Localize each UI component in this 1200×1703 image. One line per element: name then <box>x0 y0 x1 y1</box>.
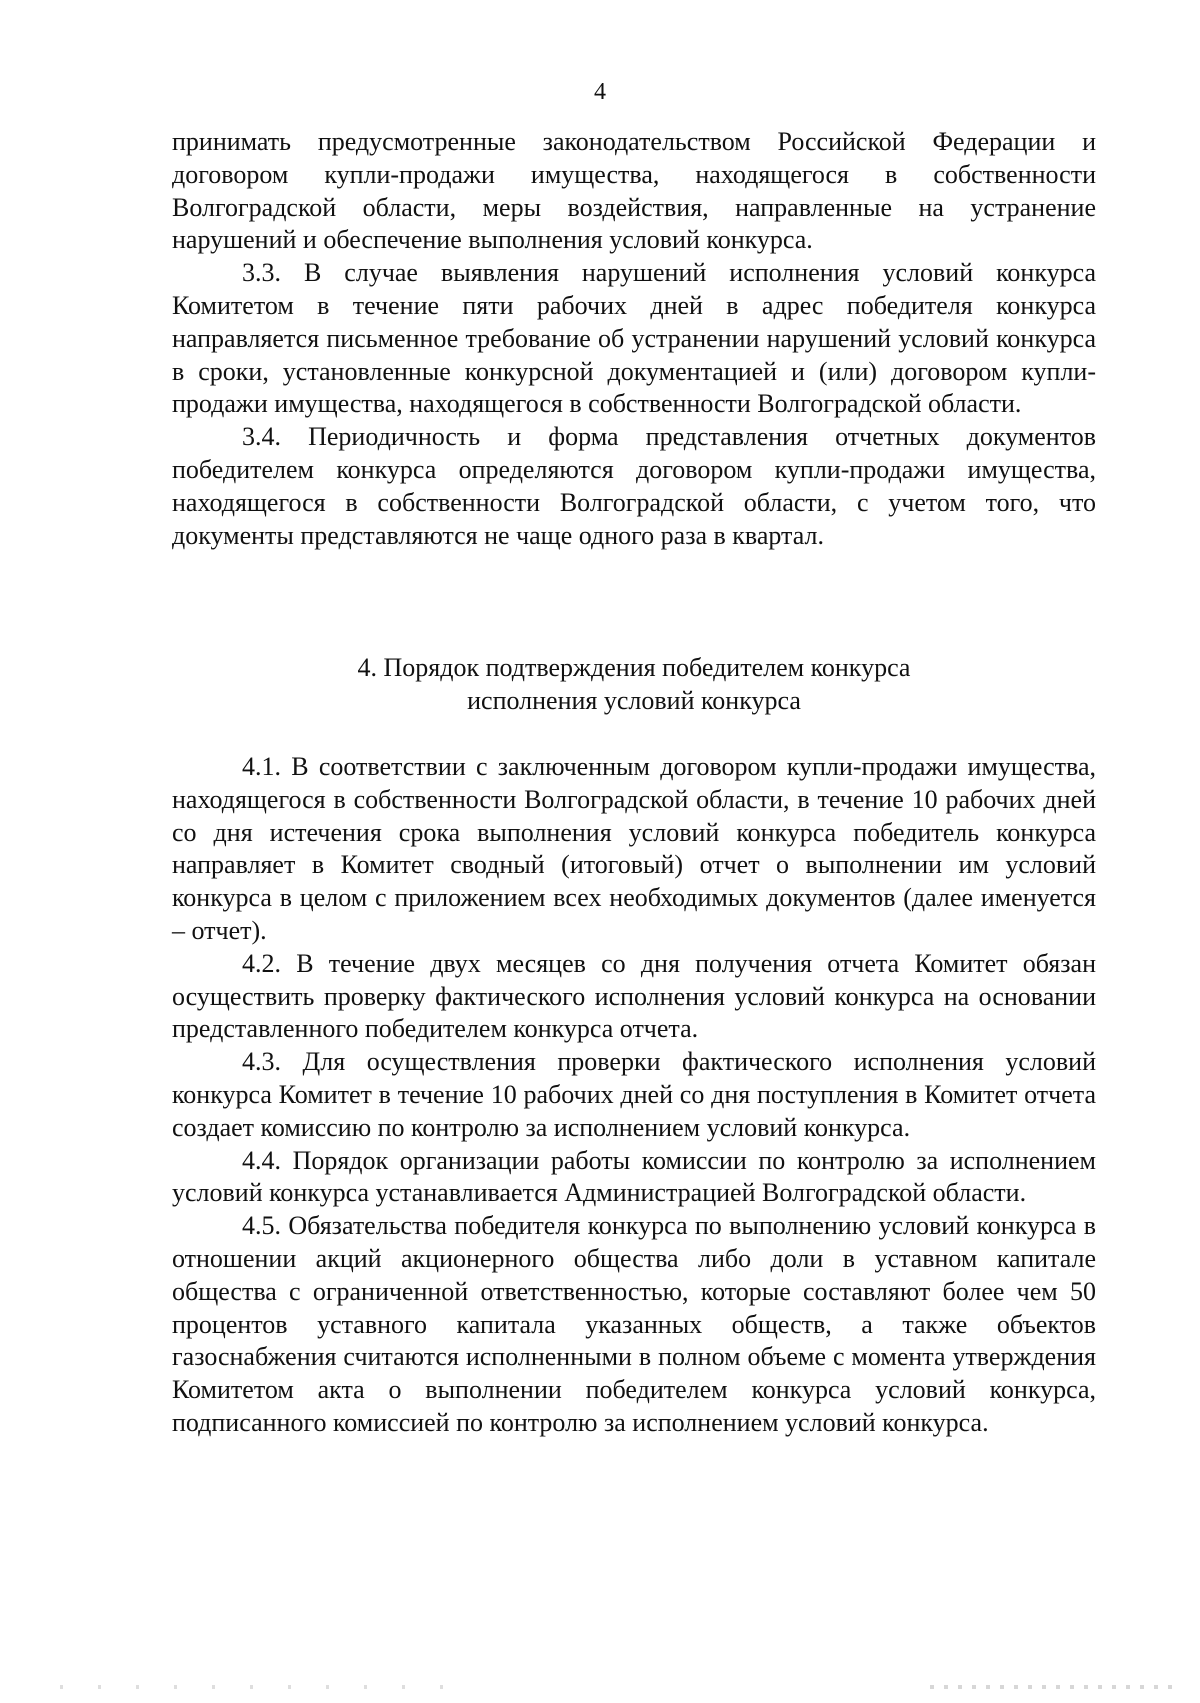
paragraph-4-2: 4.2. В течение двух месяцев со дня получения отчета Комитет обязан осуществить проверку фактического исполнения условий конкурса на основании представленного победителем конкурса отчета. <box>172 948 1096 1044</box>
section-3-text <box>172 126 1096 552</box>
paragraph-4-1: 4.1. В соответствии с заключенным договором купли-продажи имущества, находящегося в собственности Волгоградской области, в течение 10 рабочих дней со дня истечения срока выполнения условий конкурса победитель конкурса направляет в Комитет сводный (итоговый) отчет о выполнении им условий конкурса в целом с приложением всех необходимых документов (далее именуется – отчет). <box>172 752 1096 945</box>
section-4-heading-line-1: 4. Порядок подтверждения победителем конкурса <box>357 653 911 682</box>
scan-noise-left <box>60 1685 460 1689</box>
scan-noise-right <box>930 1685 1180 1689</box>
section-4-heading-line-2: исполнения условий конкурса <box>467 686 801 715</box>
scan-bottom-edge-artifact <box>0 1675 1200 1703</box>
section-3-continuation-paragraph: принимать предусмотренные законодательством Российской Федерации и договором купли-продажи имущества, находящегося в собственности Волгоградской области, меры воздействия, направленные на устранение нарушений и обеспечение выполнения условий конкурса. <box>172 127 1096 255</box>
paragraph-4-5: 4.5. Обязательства победителя конкурса по выполнению условий конкурса в отношении акций акционерного общества либо доли в уставном капитале общества с ограниченной ответственностью, которые составляют более чем 50 процентов уставного капитала указанных обществ, а также объектов газоснабжения считаются исполненными в полном объеме с момента утверждения Комитетом акта о выполнении победителем конкурса условий конкурса, подписанного комиссией по контролю за исполнением условий конкурса. <box>172 1211 1096 1437</box>
paragraph-3-4: 3.4. Периодичность и форма представления отчетных документов победителем конкурса определяются договором купли-продажи имущества, находящегося в собственности Волгоградской области, с учетом того, что документы представляются не чаще одного раза в квартал. <box>172 422 1096 550</box>
paragraph-3-3: 3.3. В случае выявления нарушений исполнения условий конкурса Комитетом в течение пяти рабочих дней в адрес победителя конкурса направляется письменное требование об устранении нарушений условий конкурса в сроки, установленные конкурсной документацией и (или) договором купли-продажи имущества, находящегося в собственности Волгоградской области. <box>172 258 1096 419</box>
section-4-text <box>172 751 1096 1440</box>
paragraph-4-4: 4.4. Порядок организации работы комиссии по контролю за исполнением условий конкурса устанавливается Администрацией Волгоградской области. <box>172 1145 1096 1208</box>
section-4-heading <box>172 651 1096 717</box>
page-number: 4 <box>594 79 606 105</box>
paragraph-4-3: 4.3. Для осуществления проверки фактического исполнения условий конкурса Комитет в течение 10 рабочих дней со дня поступления в Комитет отчета создает комиссию по контролю за исполнением условий конкурса. <box>172 1047 1096 1142</box>
